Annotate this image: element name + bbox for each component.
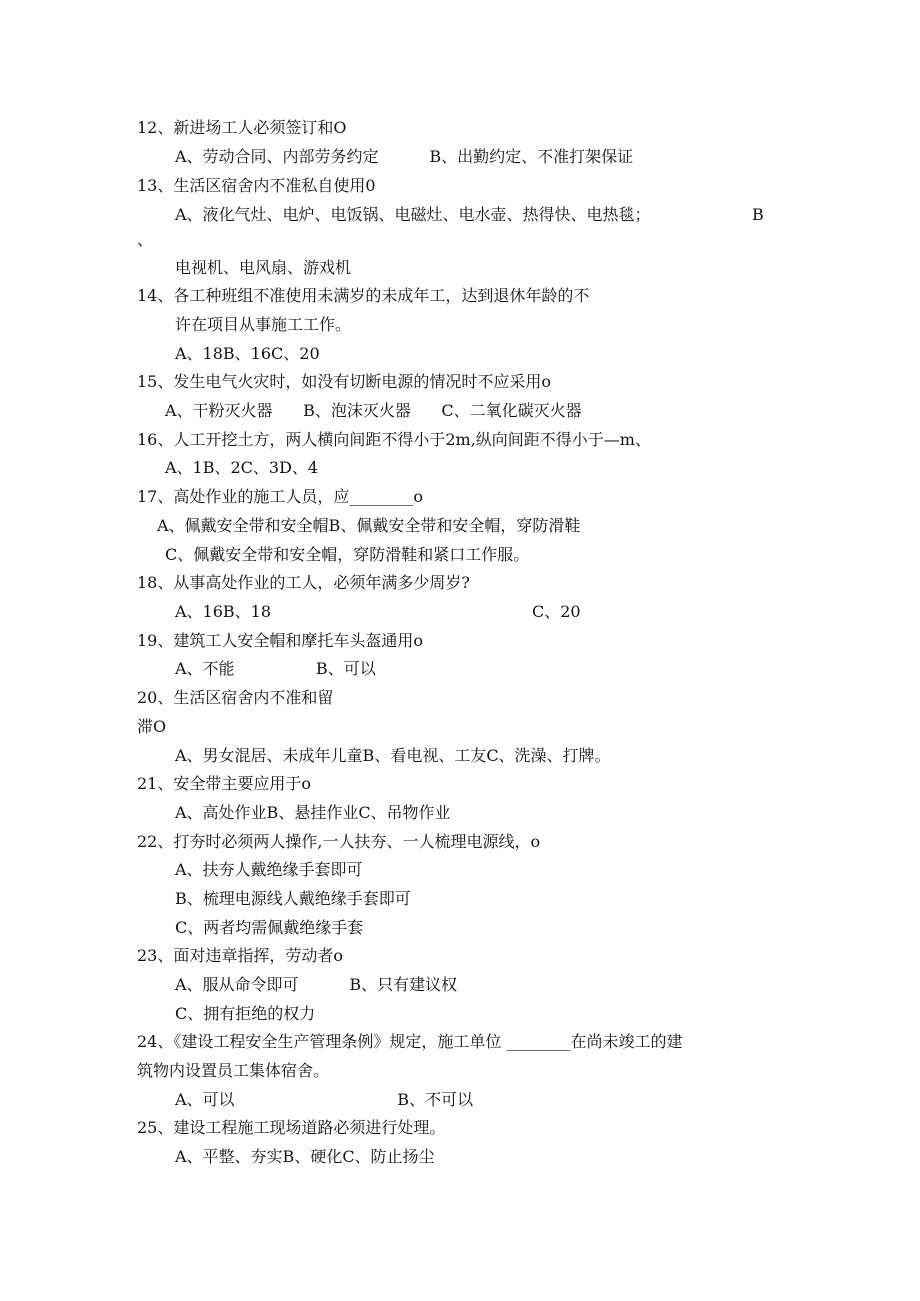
question-18: 18、从事高处作业的工人，必须年满多少周岁? xyxy=(137,573,470,592)
question-16: 16、人工开挖土方，两人横向间距不得小于2m,纵向间距不得小于—m、 xyxy=(137,430,651,449)
question-13-option-b-letter: B xyxy=(752,205,764,224)
question-13-option-b-mark: 、 xyxy=(137,230,154,249)
question-22: 22、打夯时必须两人操作,一人扶夯、一人梳理电源线，o xyxy=(137,832,541,851)
question-17-options-ab: A、佩戴安全带和安全帽B、佩戴安全带和安全帽，穿防滑鞋 xyxy=(157,516,581,535)
question-18-options-ab: A、16B、18 xyxy=(175,602,272,621)
question-20: 20、生活区宿舍内不准和留 xyxy=(137,688,334,707)
question-15-options: A、干粉灭火器 B、泡沫灭火器 C、二氧化碳灭火器 xyxy=(165,401,582,420)
question-21: 21、安全带主要应用于o xyxy=(137,774,311,793)
question-23-options: A、服从命令即可 B、只有建议权 xyxy=(175,975,458,994)
question-13-option-b-text: 电视机、电风扇、游戏机 xyxy=(175,258,352,277)
question-19: 19、建筑工人安全帽和摩托车头盔通用o xyxy=(137,631,423,650)
question-13-option-a: A、液化气灶、电炉、电饭锅、电磁灶、电水壶、热得快、电热毯； xyxy=(175,205,651,224)
question-22-option-a: A、扶夯人戴绝缘手套即可 xyxy=(175,860,363,879)
question-13: 13、生活区宿舍内不准私自使用0 xyxy=(137,176,376,195)
question-24-continuation: 筑物内设置员工集体宿舍。 xyxy=(137,1061,330,1080)
question-17: 17、高处作业的施工人员，应________o xyxy=(137,487,423,506)
question-24: 24、《建设工程安全生产管理条例》规定，施工单位 ________在尚未竣工的建 xyxy=(137,1032,683,1051)
question-16-options: A、1B、2C、3D、4 xyxy=(165,458,319,477)
question-25-options: A、平整、夯实B、硬化C、防止扬尘 xyxy=(175,1147,435,1166)
question-12-options: A、劳动合同、内部劳务约定 B、出勤约定、不准打架保证 xyxy=(175,147,634,166)
question-15: 15、发生电气火灾时，如没有切断电源的情况时不应采用o xyxy=(137,372,551,391)
question-20-options: A、男女混居、未成年儿童B、看电视、工友C、洗澡、打牌。 xyxy=(175,746,611,765)
question-14-continuation: 许在项目从事施工工作。 xyxy=(175,315,352,334)
question-14-options: A、18B、16C、20 xyxy=(175,344,320,363)
question-22-option-b: B、梳理电源线人戴绝缘手套即可 xyxy=(175,889,411,908)
question-14: 14、各工种班组不准使用未满岁的未成年工，达到退休年龄的不 xyxy=(137,286,590,305)
question-20-continuation: 滞O xyxy=(137,717,167,736)
question-19-options: A、不能 B、可以 xyxy=(175,659,376,678)
question-22-option-c: C、两者均需佩戴绝缘手套 xyxy=(175,918,364,937)
question-12: 12、新进场工人必须签订和O xyxy=(137,118,347,137)
question-23-option-c: C、拥有拒绝的权力 xyxy=(175,1004,316,1023)
question-24-options: A、可以 B、不可以 xyxy=(175,1090,474,1109)
question-21-options: A、高处作业B、悬挂作业C、吊物作业 xyxy=(175,803,451,822)
question-23: 23、面对违章指挥，劳动者o xyxy=(137,946,343,965)
question-25: 25、建设工程施工现场道路必须进行处理。 xyxy=(137,1118,446,1137)
question-17-option-c: C、佩戴安全带和安全帽，穿防滑鞋和紧口工作服。 xyxy=(165,545,530,564)
question-18-option-c: C、20 xyxy=(532,602,581,621)
